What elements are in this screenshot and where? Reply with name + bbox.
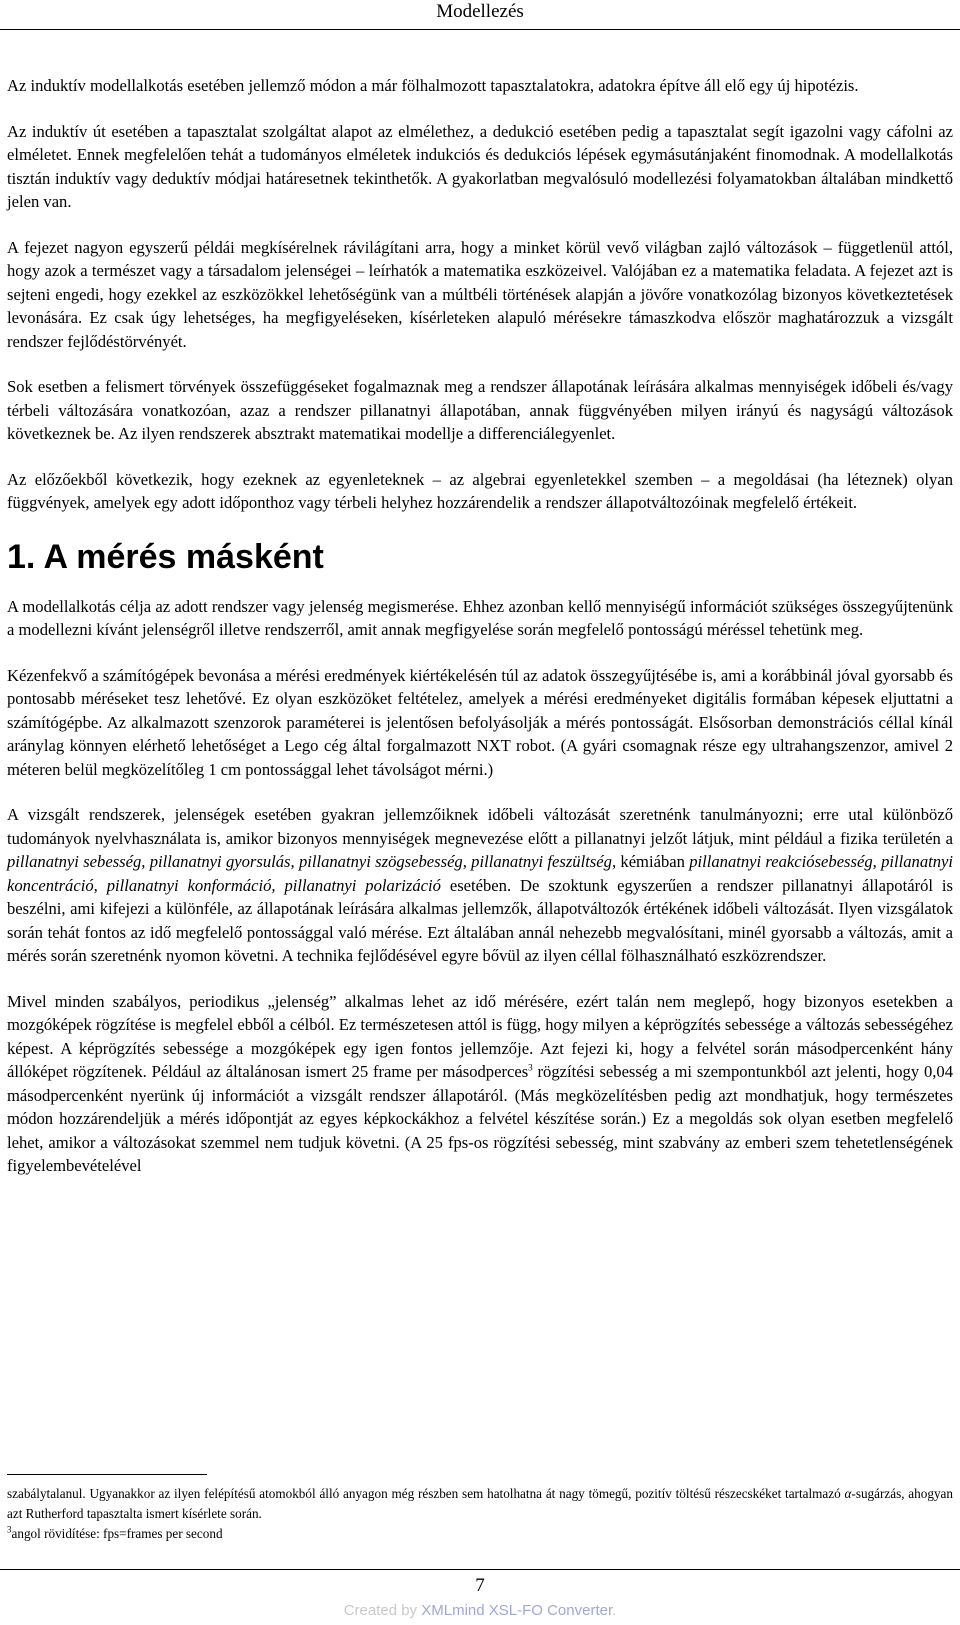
generator-credit [0, 1602, 960, 1620]
credit-prefix: Created by [343, 1602, 422, 1619]
footnote-3-number: 3 [7, 1524, 12, 1535]
footnote-divider [7, 1474, 207, 1475]
paragraph-6: A modellalkotás célja az adott rendszer vagy jelenség megismerése. Ehhez azonban kellő mennyiségű információt szükséges összegyűjtenünk a modellezni kívánt jelenségről illetve rendszerről, amit annak megfigyelése során megfelelő pontosságú méréssel tehetünk meg. [7, 596, 953, 639]
paragraph-9 [7, 990, 953, 1178]
footnote-continued [7, 1484, 953, 1524]
paragraph-9-text-a: Mivel minden szabályos, periodikus „jelenség” alkalmas lehet az idő mérésére, ezért talán nem meglepő, hogy bizonyos esetekben a mozgóképek rögzítése is megfelel ebből a célból. Ez természetesen attól is függ, hogy milyen a képrögzítés sebessége a változás sebességéhez képest. A képrögzítés sebessége a mozgóképek egy igen fontos jellemzője. Azt fejezi ki, hogy a felvétel során másodpercenként hány állóképet rögzítenek. Például az általánosan ismert 25 frame per másodperces [7, 991, 953, 1081]
paragraph-5: Az előzőekből következik, hogy ezeknek az egyenleteknek – az algebrai egyenletekkel szemben – a megoldásai (ha léteznek) olyan függvények, amelyek egy adott időponthoz vagy térbeli helyhez hozzárendelik a rendszer állapotváltozóinak megfelelő értékeit. [7, 469, 953, 512]
footnotes [7, 1484, 953, 1544]
paragraph-8-italic-chemistry: pillanatnyi reakciósebesség, pillanatnyi koncentráció, pillanatnyi konformáció, pillanatnyi polarizáció [7, 852, 953, 895]
footnote-continued-text-a: szabálytalanul. Ugyanakkor az ilyen felépítésű atomokból álló anyagon még részben sem hatolhatna át nagy tömegű, pozitív töltésű részecskéket tartalmazó [7, 1486, 845, 1501]
paragraph-9-text-b: rögzítési sebesség a mi szempontunkból azt jelenti, hogy 0,04 másodpercenként nyerünk új információt a vizsgált rendszer állapotáról. (Más megközelítésben pedig azt mondhatjuk, hogy természetes módon hozzárendeljük a mérés időpontját az egyes képkockákhoz a felvétel készítése során.) Ez a megoldás sok olyan esetben megfelelő lehet, amikor a változásokat szemmel nem tudjuk követni. (A 25 fps-os rögzítési sebesség, mint szabvány az emberi szem tehetetlenségének figyelembevételével [7, 1062, 954, 1175]
paragraph-8-italic-physics: pillanatnyi sebesség, pillanatnyi gyorsulás, pillanatnyi szögsebesség, pillanatnyi feszültség [7, 852, 612, 871]
credit-suffix: . [612, 1602, 617, 1619]
paragraph-8-text-a: A vizsgált rendszerek, jelenségek esetében gyakran jellemzőiknek időbeli változását szeretnénk tanulmányozni; erre utal különböző tudományok nyelvhasználata is, amikor bizonyos mennyiségek megnevezése előtt a pillanatnyi jelzőt látjuk, mint például a fizika területén a [7, 805, 953, 848]
running-header: Modellezés [436, 1, 524, 22]
credit-tool-link[interactable]: XMLmind XSL-FO Converter [421, 1602, 613, 1619]
section-heading: 1. A mérés másként [7, 537, 324, 576]
page-number: 7 [475, 1575, 485, 1596]
footnote-continued-text-b: -sugárzás, ahogyan azt Rutherford tapasztalta ismert kísérlete során. [7, 1486, 953, 1521]
footnote-ref-3[interactable]: 3 [528, 1062, 533, 1073]
paragraph-8-text-c: esetében. De szoktunk egyszerűen a rendszer pillanatnyi állapotáról is beszélni, ami kifejezi a különféle, az állapotának leírására alkalmas jellemzők, állapotváltozók értékének időbeli változását. Ilyen vizsgálatok során tehát fontos az idő megfelelő pontossággal való mérése. Ezt általában annál nehezebb megvalósítani, minél gyorsabb a változás, amit a mérés során szeretnénk nyomon követni. A technika fejlődésével egyre bővül az ilyen céllal fölhasználható eszközrendszer. [7, 875, 953, 965]
paragraph-2: Az induktív út esetében a tapasztalat szolgáltat alapot az elmélethez, a dedukció esetében pedig a tapasztalat segít igazolni vagy cáfolni az elméletet. Ennek megfelelően tehát a tudományos elméletek indukciós és dedukciós lépések egymásutánjaként finomodnak. A modellalkotás tisztán induktív vagy deduktív módjai határesetnek tekinthetők. A gyakorlatban megvalósuló modellezési folyamatokban általában mindkettő jelen van. [7, 121, 953, 211]
main-content [7, 74, 953, 1178]
footnote-3 [7, 1524, 953, 1544]
paragraph-8 [7, 803, 953, 968]
alpha-symbol: α [844, 1486, 852, 1501]
footnote-3-text: angol rövidítése: fps=frames per second [11, 1526, 223, 1541]
paragraph-3: A fejezet nagyon egyszerű példái megkísérelnek rávilágítani arra, hogy a minket körül vevő világban zajló változások – függetlenül attól, hogy azok a természet vagy a társadalom jelenségei – leírhatók a matematika eszközeivel. Valójában ez a matematika feladata. A fejezet azt is sejteni engedi, hogy ezekkel az eszközökkel lehetőségünk van a múltbéli történések alapján a jövőre vonatkozólag bizonyos következtetések levonására. Ez csak úgy lehetséges, ha megfigyeléseken, kísérleteken alapuló mérésekre támaszkodva először maghatározzuk a vizsgált rendszer fejlődéstörvényét. [7, 237, 953, 351]
paragraph-8-text-b: , kémiában [611, 852, 690, 871]
paragraph-4: Sok esetben a felismert törvények összefüggéseket fogalmaznak meg a rendszer állapotának leírására alkalmas mennyiségek időbeli és/vagy térbeli változására vonatkozóan, azaz a rendszer pillanatnyi állapotában, annak függvényében milyen irányú és nagyságú változások következnek be. Az ilyen rendszerek absztrakt matematikai modellje a differenciálegyenlet. [7, 377, 953, 443]
header-divider [0, 29, 960, 30]
paragraph-7: Kézenfekvő a számítógépek bevonása a mérési eredmények kiértékelésén túl az adatok összegyűjtésébe is, ami a korábbinál jóval gyorsabb és pontosabb méréseket tesz lehetővé. Ez olyan eszközöket feltételez, amelyek a mérési eredményeket digitális formában képesek eljuttatni a számítógépbe. Az alkalmazott szenzorok paraméterei is jelentősen befolyásolják a mérés pontosságát. Elsősorban demonstrációs céllal kínál aránylag könnyen elérhető lehetőséget a Lego cég által forgalmazott NXT robot. (A gyári csomagnak része egy ultrahangszenzor, amivel 2 méteren belül megközelítőleg 1 cm pontossággal lehet távolságot mérni.) [7, 665, 953, 779]
paragraph-1: Az induktív modellalkotás esetében jellemző módon a már fölhalmozott tapasztalatokra, adatokra építve áll elő egy új hipotézis. [7, 76, 859, 95]
footer-divider [0, 1569, 960, 1570]
